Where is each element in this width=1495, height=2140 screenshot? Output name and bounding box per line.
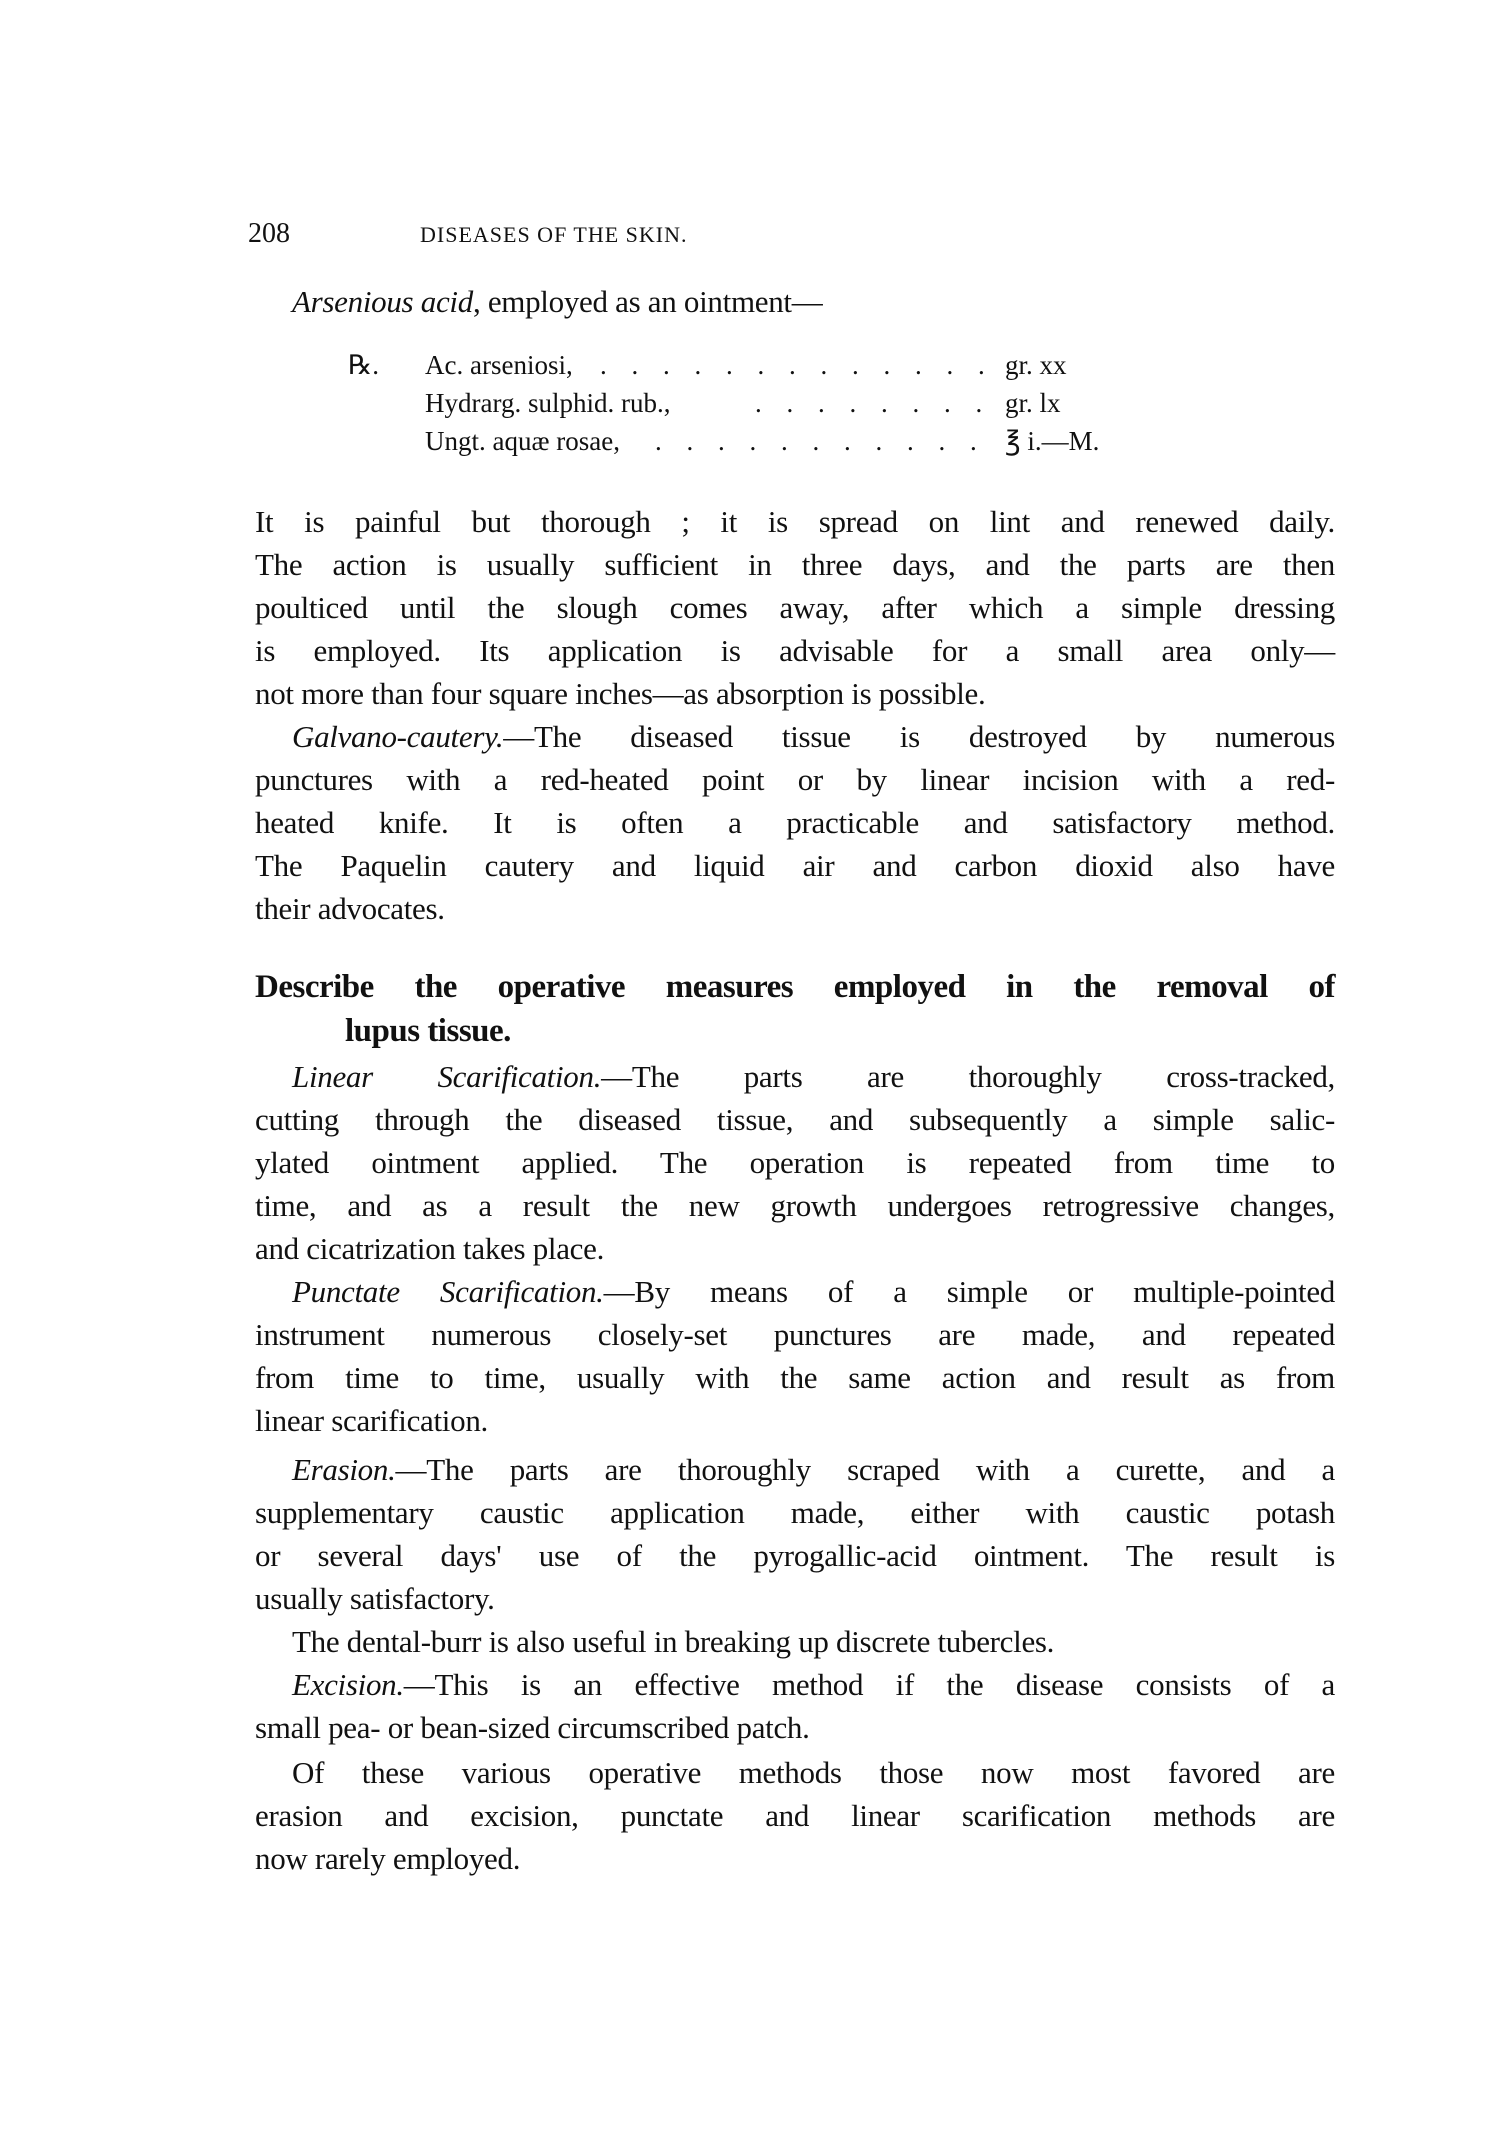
body-line: ylated ointment applied. The operation is repeated from time to <box>255 1145 1335 1180</box>
drug-amount: gr. xx <box>1005 350 1067 380</box>
drug-name: Hydrarg. sulphid. rub., <box>425 388 671 418</box>
body-line: The Paquelin cautery and liquid air and carbon dioxid also have <box>255 848 1335 883</box>
body-line: The action is usually sufficient in three days, and the parts are then <box>255 547 1335 582</box>
body-line: punctures with a red-heated point or by linear incision with a red- <box>255 762 1335 797</box>
excision-term: Excision. <box>292 1667 404 1702</box>
body-line: small pea- or bean-sized circumscribed patch. <box>255 1710 810 1745</box>
body-text: —The parts are thoroughly cross-tracked, <box>601 1059 1335 1094</box>
drug-amount: gr. lx <box>1005 388 1061 418</box>
galvano-first-line <box>292 717 1335 757</box>
body-line: is employed. Its application is advisable for a small area only— <box>255 633 1335 668</box>
linear-first-line <box>292 1057 1335 1097</box>
page-number: 208 <box>248 218 290 249</box>
body-text: —By means of a simple or multiple-pointed <box>603 1274 1335 1309</box>
prescription-item <box>425 386 1125 420</box>
question-heading-cont: lupus tissue. <box>345 1013 511 1049</box>
body-text: —The parts are thoroughly scraped with a curette, and a <box>395 1452 1335 1487</box>
intro-text: , employed as an ointment— <box>472 284 823 319</box>
question-heading: Describe the operative measures employed in the removal of <box>255 969 1335 1005</box>
body-text: —The diseased tissue is destroyed by numerous <box>503 719 1335 754</box>
body-line: time, and as a result the new growth undergoes retrogressive changes, <box>255 1188 1335 1223</box>
body-line: Of these various operative methods those now most favored are <box>292 1755 1335 1790</box>
leader-dots: . . . . . . . . <box>755 388 992 418</box>
intro-line <box>292 282 1335 322</box>
body-line: poulticed until the slough comes away, after which a simple dressing <box>255 590 1335 625</box>
body-line: their advocates. <box>255 891 445 926</box>
body-line: usually satisfactory. <box>255 1581 495 1616</box>
running-title: DISEASES OF THE SKIN. <box>420 222 688 247</box>
body-text: —This is an effective method if the disease consists of a <box>403 1667 1335 1702</box>
prescription-item <box>425 424 1125 458</box>
prescription-symbol: ℞. <box>348 350 379 380</box>
linear-term: Linear Scarification. <box>292 1059 602 1094</box>
drug-name: Ungt. aquæ rosae, <box>425 426 620 456</box>
body-line: supplementary caustic application made, either with caustic potash <box>255 1495 1335 1530</box>
body-line: linear scarification. <box>255 1403 488 1438</box>
galvano-term: Galvano-cautery. <box>292 719 504 754</box>
body-line: It is painful but thorough ; it is spread on lint and renewed daily. <box>255 504 1335 539</box>
body-line: heated knife. It is often a practicable and satisfactory method. <box>255 805 1335 840</box>
punctate-term: Punctate Scarification. <box>292 1274 604 1309</box>
body-line: cutting through the diseased tissue, and subsequently a simple salic- <box>255 1102 1335 1137</box>
body-line: erasion and excision, punctate and linear scarification methods are <box>255 1798 1335 1833</box>
erasion-term: Erasion. <box>292 1452 396 1487</box>
drug-name: Ac. arseniosi, <box>425 350 573 380</box>
body-line: and cicatrization takes place. <box>255 1231 605 1266</box>
erasion-first-line <box>292 1450 1335 1490</box>
punctate-first-line <box>292 1272 1335 1312</box>
body-line: from time to time, usually with the same action and result as from <box>255 1360 1335 1395</box>
body-line: now rarely employed. <box>255 1841 521 1876</box>
dental-burr-line: The dental-burr is also useful in breaking up discrete tubercles. <box>292 1624 1055 1659</box>
intro-term: Arsenious acid <box>292 284 473 319</box>
body-line: or several days' use of the pyrogallic-acid ointment. The result is <box>255 1538 1335 1573</box>
body-line: instrument numerous closely-set punctures are made, and repeated <box>255 1317 1335 1352</box>
excision-first-line <box>292 1665 1335 1705</box>
body-line: not more than four square inches—as absorption is possible. <box>255 676 986 711</box>
leader-dots: . . . . . . . . . . . <box>655 426 986 456</box>
drug-amount: ℥ i.—M. <box>1005 426 1100 456</box>
leader-dots: . . . . . . . . . . . . . <box>600 350 994 380</box>
prescription-item <box>425 348 1125 382</box>
